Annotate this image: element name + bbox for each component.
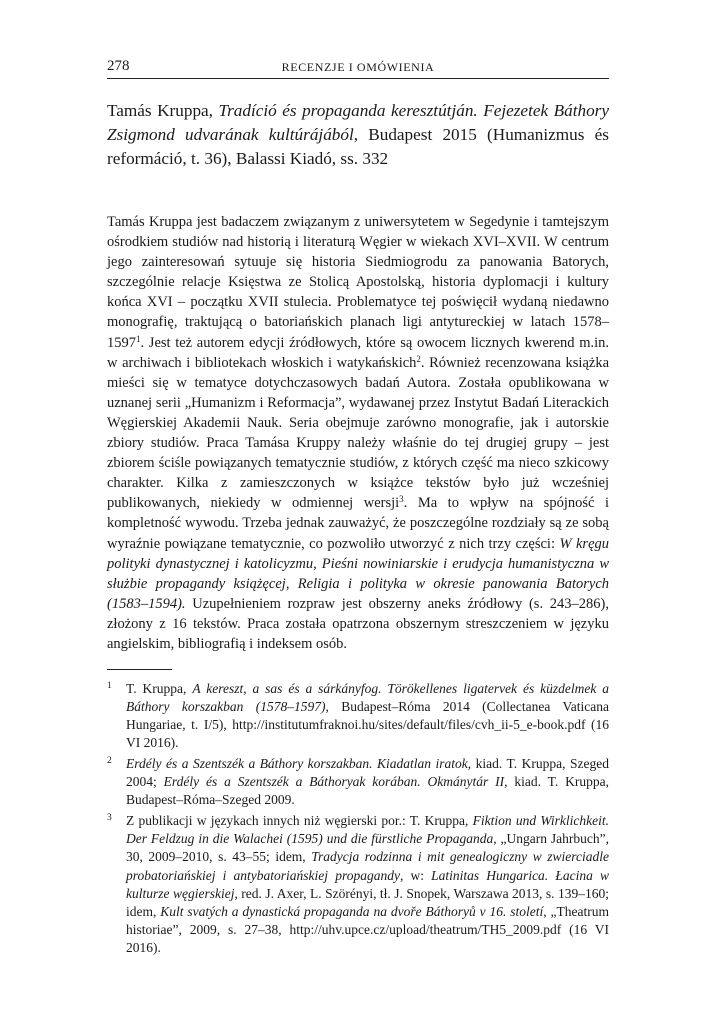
footnote-title: Kult svatých a dynastická propaganda na dvoře Báthoryů v 16. století [160, 903, 544, 919]
body-sentence-3: . Również recenzowana książka mieści się w tematyce dotychczasowych badań Autora. Została opublikowana w uznanej serii „Humanizm i Reformacja”, wydawanej przez Instytut Badań Literackich Węgierskiej Akademii Nauk. Seria obejmuje zarówno monografie, jak i autorskie zbiory studiów. Praca Tamása Kruppy należy właśnie do tej drugiej grupy – jest zbiorem ściśle powiązanych tematycznie studiów, z których część ma nieco szkicowy charakter. Kilka z zamieszczonych w książce tekstów było już wcześniej publikowanych, niekiedy w odmiennej wersji [107, 354, 610, 512]
citation-author: Tamás Kruppa, [107, 101, 219, 120]
book-parts-list: W kręgu polityki dynastycznej i katolicyzmu, Pieśni nowiniarskie i erudycja humanistyczna w służbie propagandy książęcej, Religia i polityka w okresie panowania Batorych (1583–1594). [107, 535, 610, 612]
footnote-title: Erdély és a Szentszék a Báthoryak korában. Okmánytár II [163, 774, 505, 790]
footnote-text: T. Kruppa, [126, 680, 193, 696]
running-title: RECENZJE I OMÓWIENIA [281, 60, 435, 74]
footnote-title: Latinitas Hungarica. Łacina w kulturze węgierskiej [126, 867, 609, 901]
footnote-ref-3[interactable]: 3 [399, 494, 404, 505]
review-citation [107, 99, 609, 171]
footnote-2 [107, 755, 609, 809]
footnote-text: , Budapest–Róma 2014 (Collectanea Vaticana Hungariae, t. I/5), http://institutumfraknoi.hu/sites/default/files/cvh_ii-5_e-book.pdf (16 VI 2016). [126, 698, 609, 750]
footnote-number: 3 [107, 813, 112, 824]
footnote-number: 1 [107, 680, 112, 691]
footnote-text: , w: [399, 867, 432, 883]
body-sentence-4: . Ma to wpływ na spójność i kompletność wywodu. Trzeba jednak zauważyć, że poszczególne rozdziały są ze sobą wyraźnie powiązane tematycznie, co pozwoliło utworzyć z nich trzy części: [107, 495, 609, 552]
citation-details: , Budapest 2015 (Humanizmus és reformáció, t. 36), Balassi Kiadó, ss. 332 [107, 125, 609, 168]
footnote-text: Z publikacji w językach innych niż węgierski por.: T. Kruppa, [126, 813, 473, 829]
footnote-text: , „Ungarn Jahrbuch”, 30, 2009–2010, s. 43–55; idem, [126, 831, 609, 865]
page-number: 278 [107, 58, 130, 74]
body-sentence-5: Uzupełnieniem rozpraw jest obszerny aneks źródłowy (s. 243–286), złożony z 16 tekstów. Praca została opatrzona obszernym streszczeniem w języku angielskim, bibliografią i indeksem osób. [107, 595, 609, 652]
body-sentence-1: Tamás Kruppa jest badaczem związanym z uniwersytetem w Segedynie i tamtejszym ośrodkiem studiów nad historią i literaturą Węgier w wiekach XVI–XVII. W centrum jego zainteresowań sytuuje się historia Siedmiogrodu za panowania Batorych, szczególnie relacje Księstwa ze Stolicą Apostolską, historia dyplomacji i kultury końca XVI – początku XVII stulecia. Problematyce tej poświęcił wydaną niedawno monografię, traktującą o batoriańskich planach ligi antytureckiej w latach 1578–1597 [107, 214, 609, 351]
footnote-title: Tradycja rodzinna i mit genealogiczny w zwierciadle probatoriańskiej i antybatoriańskiej propagandy [126, 849, 609, 883]
footnote-title: Erdély és a Szentszék a Báthory korszakban. Kiadatlan iratok [126, 755, 468, 771]
footnote-ref-2[interactable]: 2 [416, 353, 421, 364]
review-body [107, 212, 609, 654]
body-sentence-2: . Jest też autorem edycji źródłowych, które są owocem licznych kwerend m.in. w archiwach i bibliotekach włoskich i watykańskich [107, 334, 609, 371]
footnote-text: , kiad. T. Kruppa, Szeged 2004; [126, 755, 609, 790]
footnote-number: 2 [107, 755, 112, 766]
footnote-text: , red. J. Axer, L. Szörényi, tł. J. Snopek, Warszawa 2013, s. 139–160; idem, [126, 885, 609, 919]
footnote-text: , „Theatrum historiae”, 2009, s. 27–38, http://uhv.upce.cz/upload/theatrum/TH5_2009.pdf (16 VI 2016). [126, 903, 609, 955]
footnotes [107, 680, 609, 957]
footnote-1 [107, 680, 609, 752]
running-head [107, 56, 609, 79]
footnote-title: Fiktion und Wirklichkeit. Der Feldzug in die Walachei (1595) und die fürstliche Propaganda [126, 813, 609, 847]
footnote-ref-1[interactable]: 1 [136, 333, 141, 344]
citation-title: Tradíció és propaganda keresztútján. Fejezetek Báthory Zsigmond udvarának kultúrájából [107, 101, 609, 144]
page [107, 56, 609, 960]
footnote-text: , kiad. T. Kruppa, Budapest–Róma–Szeged 2009. [126, 774, 609, 808]
footnote-separator [107, 669, 172, 670]
footnote-3 [107, 812, 609, 957]
footnote-title: A kereszt, a sas és a sárkányfog. Törökellenes ligatervek és küzdelmek a Báthory korszakban (1578–1597) [126, 680, 609, 714]
